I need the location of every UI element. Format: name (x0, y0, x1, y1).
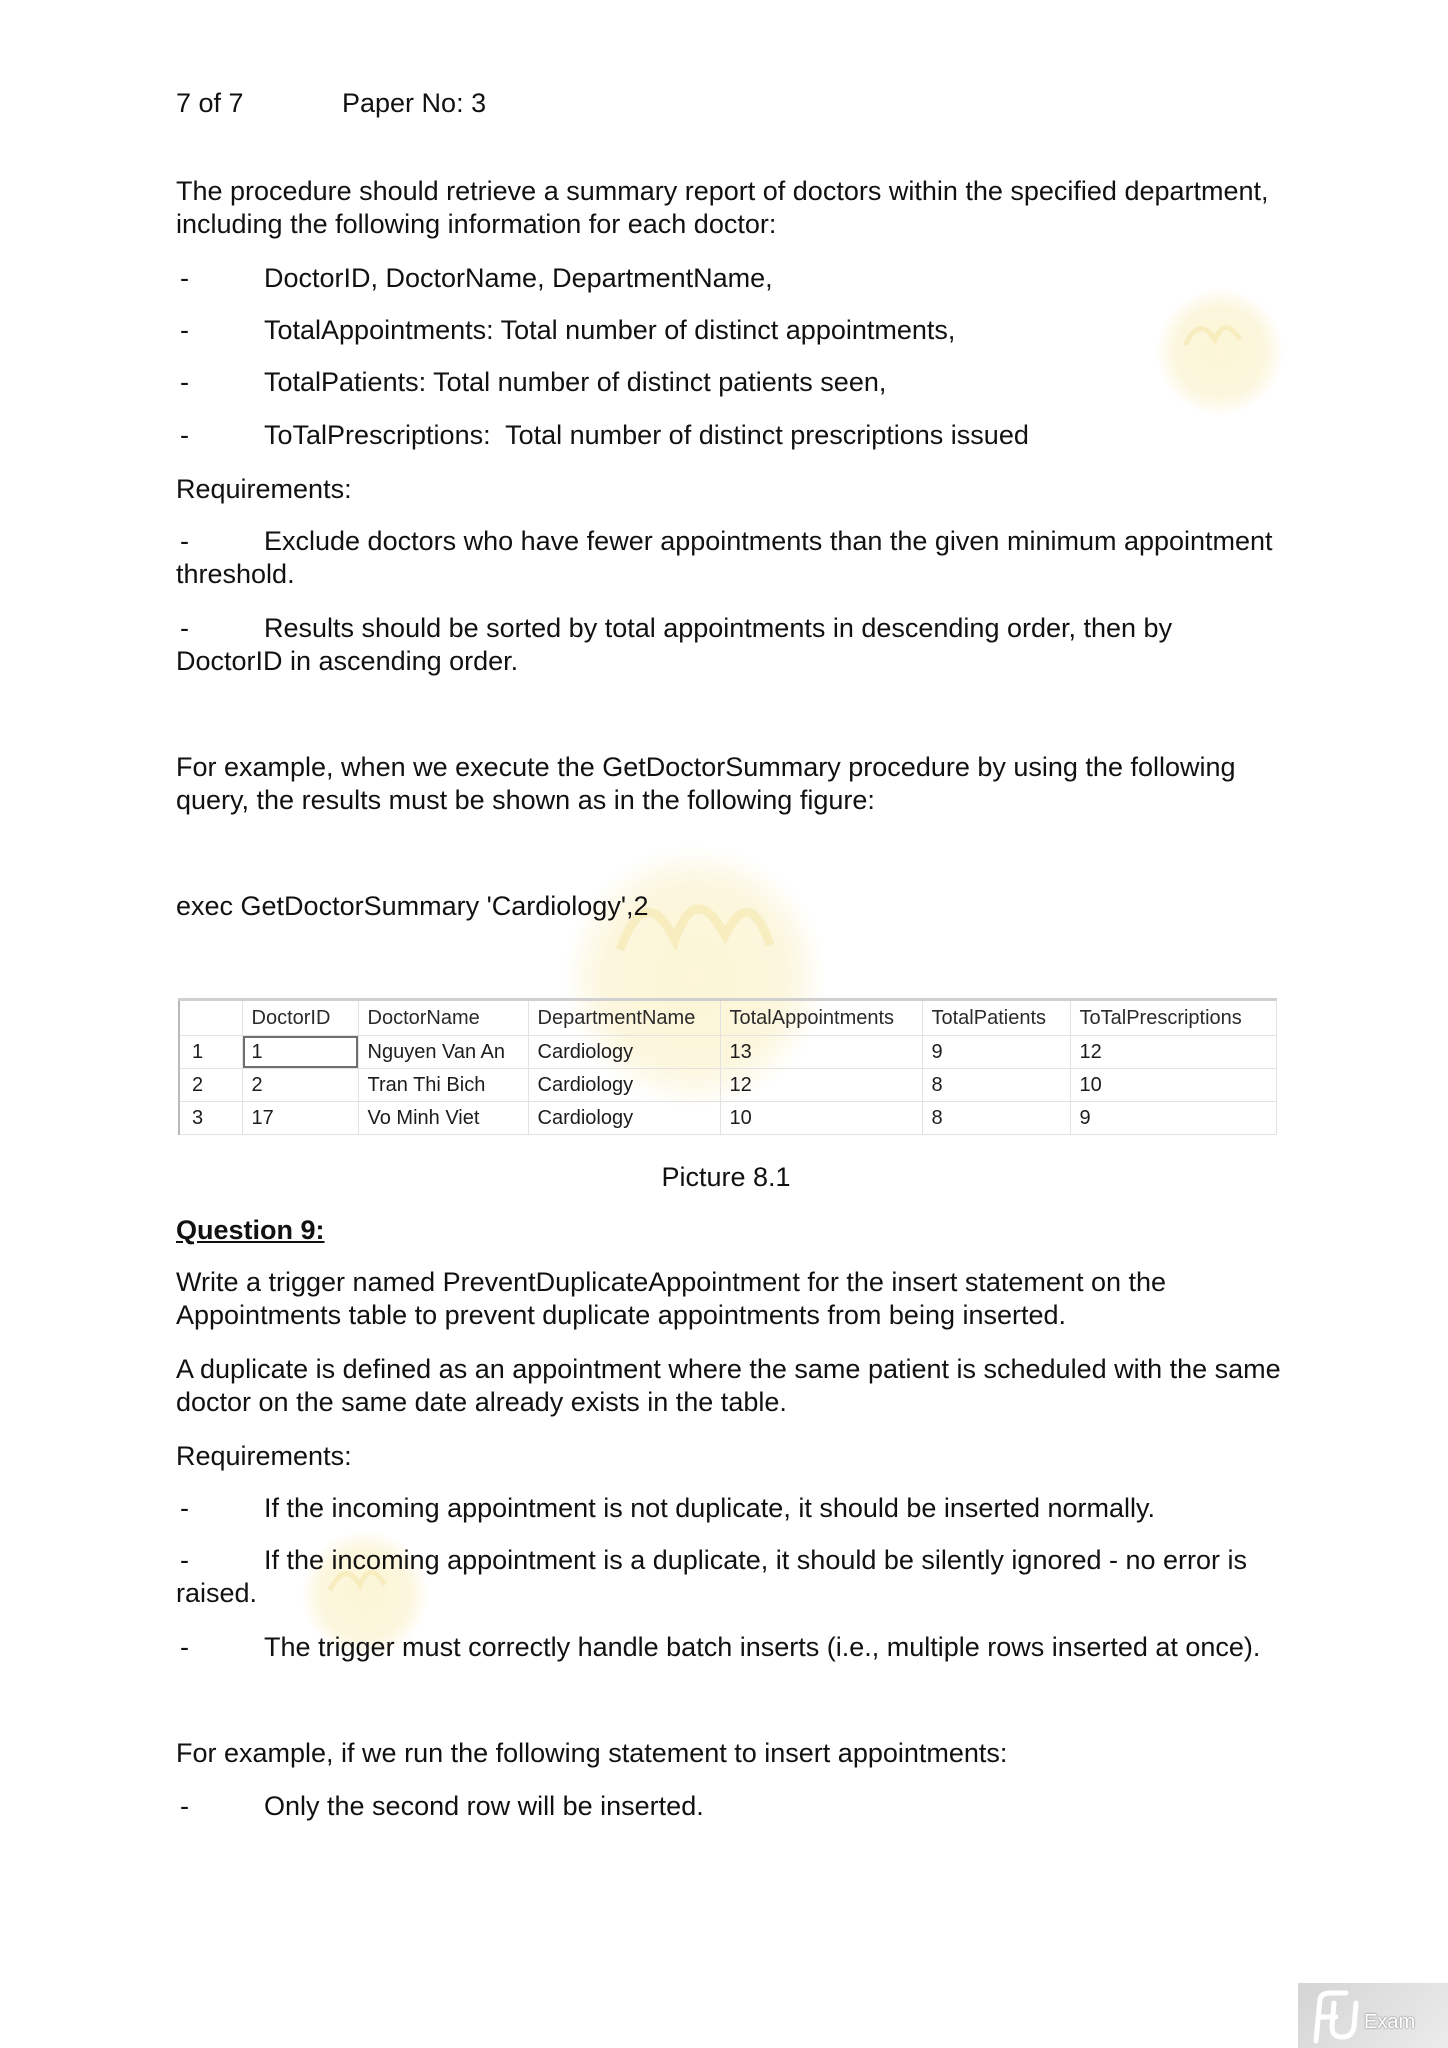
duplicate-definition: A duplicate is defined as an appointment where the same patient is scheduled with the same doctor on the same date already exists in the table. (176, 1354, 1281, 1417)
grid-cell-selected: 1 (242, 1036, 358, 1069)
bullet-dash: - (180, 1632, 189, 1662)
row-number-cell: 1 (179, 1036, 242, 1069)
bullet-dash: - (180, 420, 189, 450)
field-text: TotalPatients: Total number of distinct patients seen, (264, 367, 887, 397)
column-header-totalappointments: TotalAppointments (720, 1000, 922, 1036)
grid-row (179, 1036, 1276, 1069)
example-query: exec GetDoctorSummary 'Cardiology',2 (176, 891, 649, 921)
bullet-dash: - (180, 526, 189, 556)
bullet-dash: - (180, 613, 189, 643)
field-list-item (176, 366, 886, 399)
grid-cell: 9 (922, 1036, 1070, 1069)
bullet-dash: - (180, 1545, 189, 1575)
bullet-dash: - (180, 1791, 189, 1821)
grid-cell: 12 (720, 1069, 922, 1102)
example-description: For example, if we run the following statement to insert appointments: (176, 1738, 1008, 1768)
fu-logo-icon (1306, 1989, 1366, 2044)
column-header-doctorid: DoctorID (242, 1000, 358, 1036)
requirement-item (176, 1631, 1260, 1664)
requirement-item (176, 1544, 1247, 1610)
question-title: Question 9: (176, 1215, 325, 1245)
requirements-heading: Requirements: (176, 474, 352, 504)
bullet-dash: - (180, 1493, 189, 1523)
requirement-item (176, 525, 1273, 591)
question-task: Write a trigger named PreventDuplicateAppointment for the insert statement on the Appointments table to prevent duplicate appointments from being inserted. (176, 1267, 1167, 1330)
column-header-totalpatients: TotalPatients (922, 1000, 1070, 1036)
grid-cell: 10 (1070, 1069, 1276, 1102)
column-header-doctorname: DoctorName (358, 1000, 528, 1036)
requirement-text: Results should be sorted by total appointments in descending order, then by DoctorID in ascending order. (176, 613, 1173, 676)
field-list-item (176, 419, 1029, 452)
bullet-dash: - (180, 263, 189, 293)
grid-cell: Cardiology (528, 1069, 720, 1102)
example-note-text: Only the second row will be inserted. (264, 1791, 704, 1821)
requirement-item (176, 612, 1172, 678)
row-number-cell: 3 (179, 1102, 242, 1135)
grid-cell: Tran Thi Bich (358, 1069, 528, 1102)
row-number-header (179, 1000, 242, 1036)
grid-cell: 2 (242, 1069, 358, 1102)
paper-number: Paper No: 3 (342, 88, 487, 118)
logo-text: Exam (1364, 2011, 1416, 2033)
requirement-text: Exclude doctors who have fewer appointments than the given minimum appointment threshold. (176, 526, 1273, 589)
grid-cell: 13 (720, 1036, 922, 1069)
field-text: DoctorID, DoctorName, DepartmentName, (264, 263, 773, 293)
requirement-text: The trigger must correctly handle batch inserts (i.e., multiple rows inserted at once). (264, 1632, 1261, 1662)
bullet-dash: - (180, 367, 189, 397)
bullet-dash: - (180, 315, 189, 345)
grid-cell: 8 (922, 1069, 1070, 1102)
grid-row (179, 1102, 1276, 1135)
field-list-item (176, 314, 955, 347)
procedure-description: The procedure should retrieve a summary report of doctors within the specified department, including the following information for each doctor: (176, 176, 1269, 239)
row-number-cell: 2 (179, 1069, 242, 1102)
grid-cell: 8 (922, 1102, 1070, 1135)
field-list-item (176, 262, 773, 295)
grid-cell: Cardiology (528, 1102, 720, 1135)
grid-cell: 9 (1070, 1102, 1276, 1135)
grid-cell: Nguyen Van An (358, 1036, 528, 1069)
example-description: For example, when we execute the GetDoctorSummary procedure by using the following query, the results must be shown as in the following figure: (176, 752, 1236, 815)
grid-cell: Cardiology (528, 1036, 720, 1069)
requirement-text: If the incoming appointment is not duplicate, it should be inserted normally. (264, 1493, 1155, 1523)
requirement-text: If the incoming appointment is a duplicate, it should be silently ignored - no error is raised. (176, 1545, 1248, 1608)
grid-cell: 12 (1070, 1036, 1276, 1069)
grid-row (179, 1069, 1276, 1102)
grid-header-row (179, 1000, 1276, 1036)
page-number: 7 of 7 (176, 88, 244, 118)
example-note-item (176, 1790, 704, 1823)
column-header-departmentname: DepartmentName (528, 1000, 720, 1036)
requirement-item (176, 1492, 1155, 1525)
grid-cell: Vo Minh Viet (358, 1102, 528, 1135)
requirements-heading: Requirements: (176, 1441, 352, 1471)
fu-exam-logo (1298, 1983, 1448, 2048)
grid-cell: 17 (242, 1102, 358, 1135)
field-text: ToTalPrescriptions: Total number of distinct prescriptions issued (264, 420, 1029, 450)
figure-caption: Picture 8.1 (661, 1162, 791, 1192)
watermark-emoji-icon (1156, 288, 1284, 416)
grid-cell: 10 (720, 1102, 922, 1135)
column-header-totalprescriptions: ToTalPrescriptions (1070, 1000, 1276, 1036)
field-text: TotalAppointments: Total number of distinct appointments, (264, 315, 956, 345)
result-grid (178, 998, 1277, 1135)
